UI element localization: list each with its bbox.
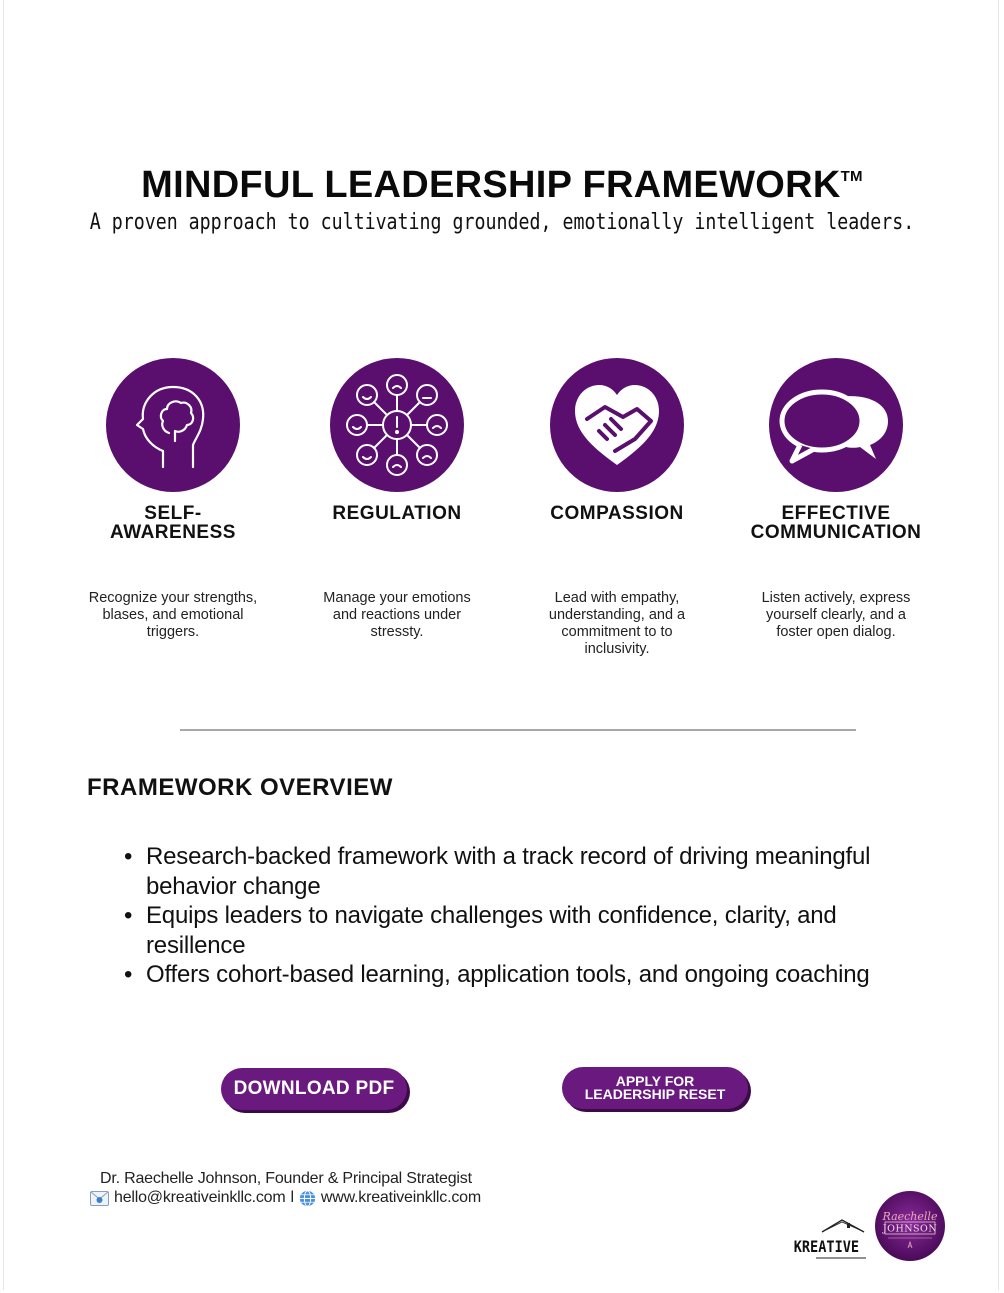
- apply-leadership-reset-button[interactable]: [562, 1067, 748, 1109]
- head-profile-icon: [106, 358, 240, 492]
- pillar-effective-communication: [726, 358, 946, 641]
- envelope-icon: [90, 1191, 109, 1206]
- overview-bullet-list: [124, 842, 914, 990]
- email-link[interactable]: hello@kreativeinkllc.com: [114, 1189, 286, 1206]
- globe-icon: [299, 1190, 316, 1207]
- johnson-logo-script: Raechelle: [882, 1210, 938, 1223]
- download-pdf-button[interactable]: DOWNLOAD PDF: [221, 1068, 407, 1110]
- pillar-compassion: [507, 358, 727, 658]
- heart-handshake-icon: [550, 358, 684, 492]
- pillar-name: SELF- AWARENESS: [110, 503, 236, 543]
- pillar-self-awareness: [63, 358, 283, 641]
- page-title: MINDFUL LEADERSHIP FRAMEWORK™: [141, 164, 863, 206]
- apply-button-line: APPLY FOR: [615, 1073, 695, 1089]
- contact-separator: l: [290, 1189, 294, 1206]
- bullet-icon: •: [124, 961, 133, 988]
- apply-button-line: LEADERSHIP RESET: [584, 1086, 726, 1102]
- pillar-name: REGULATION: [332, 503, 462, 524]
- trademark-mark: TM: [840, 168, 863, 186]
- website-link[interactable]: www.kreativeinkllc.com: [320, 1189, 481, 1206]
- pillar-regulation: [287, 358, 507, 641]
- bullet-icon: •: [124, 902, 133, 929]
- author-credit: Dr. Raechelle Johnson, Founder & Principal Strategist: [100, 1170, 472, 1187]
- pillar-description: Lead with empathy, understanding, and a commitment to to inclusivity.: [548, 590, 686, 657]
- johnson-logo-name: JOHNSON: [882, 1223, 938, 1235]
- list-item: • Equips leaders to navigate challenges with confidence, clarity, and resillence: [124, 902, 837, 959]
- page-subtitle: A proven approach to cultivating grounded, emotionally intelligent leaders.: [89, 210, 915, 235]
- pillar-description: Listen actively, express yourself clearly, and a foster open dialog.: [761, 590, 911, 640]
- list-item: • Research-backed framework with a track record of driving meaningful behavior change: [124, 843, 871, 900]
- pillar-description: Manage your emotions and reactions under stressty.: [323, 590, 471, 640]
- kreative-logo: [792, 1218, 870, 1260]
- pillar-name: COMPASSION: [550, 503, 684, 524]
- pillar-description: Recognize your strengths, blases, and emotional triggers.: [88, 590, 258, 640]
- list-item: • Offers cohort-based learning, application tools, and ongoing coaching: [124, 961, 870, 988]
- johnson-logo: [874, 1190, 946, 1262]
- speech-bubbles-icon: [769, 358, 903, 492]
- kreative-logo-text: KREATIVE: [793, 1237, 860, 1257]
- contact-line: [90, 1189, 481, 1207]
- bullet-icon: •: [124, 843, 133, 870]
- section-divider: [180, 729, 856, 731]
- emotions-network-icon: [330, 358, 464, 492]
- overview-heading: FRAMEWORK OVERVIEW: [87, 774, 393, 801]
- pillar-name: EFFECTIVE COMMUNICATION: [750, 503, 922, 543]
